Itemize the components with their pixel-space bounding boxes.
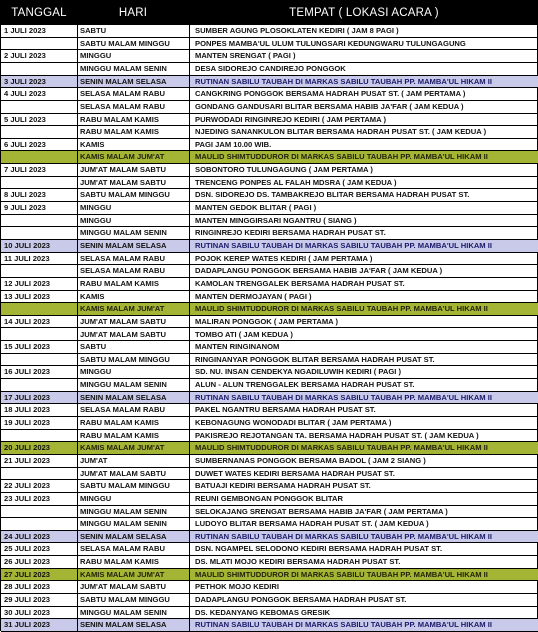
cell-place: LUDOYO BLITAR BERSAMA HADRAH PUSAT ST. ( JAM KEDUA ) (195, 519, 429, 529)
cell-date: 2 JULI 2023 (4, 51, 46, 61)
table-row (1, 417, 538, 430)
table-row (1, 316, 538, 329)
cell-day: KAMIS MALAM JUM'AT (80, 443, 165, 453)
cell-date: 19 JULI 2023 (4, 418, 51, 428)
table-row (1, 329, 538, 342)
cell-day: MINGGU MALAM SENIN (80, 63, 167, 73)
table-row (1, 38, 538, 51)
cell-day: SABTU (80, 342, 107, 352)
cell-place: RUTINAN SABILU TAUBAH DI MARKAS SABILU TAUBAH PP. MAMBA'UL HIKAM II (195, 76, 492, 86)
table-row (1, 303, 538, 316)
cell-place: MALIRAN PONGGOK ( JAM PERTAMA ) (195, 316, 339, 326)
cell-place: MANTEN SRENGAT ( PAGI ) (195, 51, 296, 61)
table-row (1, 607, 538, 620)
header-place: TEMPAT ( LOKASI ACARA ) (289, 7, 439, 19)
cell-day: SENIN MALAM SELASA (80, 76, 167, 86)
cell-date (4, 468, 76, 481)
cell-place: RUTINAN SABILU TAUBAH DI MARKAS SABILU TAUBAH PP. MAMBA'UL HIKAM II (195, 531, 492, 541)
cell-day: SELASA MALAM RABU (80, 405, 165, 415)
cell-date: 18 JULI 2023 (4, 405, 51, 415)
table-row (1, 404, 538, 417)
table-row (1, 76, 538, 89)
cell-date: 31 JULI 2023 (4, 620, 51, 630)
cell-place: SUMBER AGUNG PLOSOKLATEN KEDIRI ( JAM 8 PAGI ) (195, 26, 399, 35)
cell-place: MANTEN MINGGIRSARI NGANTRU ( SIANG ) (195, 215, 357, 225)
cell-day: SABTU MALAM MINGGU (80, 595, 170, 605)
cell-day: MINGGU MALAM SENIN (80, 607, 167, 617)
table-row (1, 341, 538, 354)
table-row (1, 442, 538, 455)
cell-day: SENIN MALAM SELASA (80, 531, 167, 541)
column-divider (77, 25, 78, 632)
cell-date: 24 JULI 2023 (4, 531, 51, 541)
cell-day: KAMIS (80, 291, 105, 301)
cell-place: CANGKRING PONGGOK BERSAMA HADRAH PUSAT ST. ( JAM PERTAMA ) (195, 89, 466, 99)
cell-day: MINGGU (80, 203, 112, 213)
cell-date: 27 JULI 2023 (4, 569, 51, 579)
cell-date: 14 JULI 2023 (4, 316, 51, 326)
cell-date (4, 329, 76, 342)
column-divider (189, 25, 190, 632)
cell-place: TRENCENG PONPES AL FALAH MDSRA ( JAM KEDUA ) (195, 177, 397, 187)
cell-place: PAKEL NGANTRU BERSAMA HADRAH PUSAT ST. (195, 405, 376, 415)
cell-place: SD. NU. INSAN CENDEKYA NGADILUWIH KEDIRI ( PAGI ) (195, 367, 402, 377)
table-row (1, 468, 538, 481)
cell-day: RABU MALAM KAMIS (80, 430, 159, 440)
cell-date: 10 JULI 2023 (4, 240, 51, 250)
cell-place: DESA SIDOREJO CANDIREJO PONGGOK (195, 63, 346, 73)
cell-date: 17 JULI 2023 (4, 392, 51, 402)
cell-date (4, 126, 76, 139)
cell-day: SABTU MALAM MINGGU (80, 190, 170, 200)
cell-place: KAMOLAN TRENGGALEK BERSAMA HADRAH PUSAT ST. (195, 278, 405, 288)
cell-date: 6 JULI 2023 (4, 139, 46, 149)
cell-day: JUM'AT (80, 455, 108, 465)
cell-day: JUM'AT MALAM SABTU (80, 329, 167, 339)
cell-day: SENIN MALAM SELASA (80, 240, 167, 250)
cell-date (4, 151, 76, 164)
table-row (1, 164, 538, 177)
cell-day: MINGGU (80, 493, 112, 503)
cell-day: SENIN MALAM SELASA (80, 392, 167, 402)
cell-date: 26 JULI 2023 (4, 557, 51, 567)
cell-date (4, 430, 76, 443)
table-row (1, 569, 538, 582)
cell-day: SABTU MALAM MINGGU (80, 481, 170, 491)
cell-place: PURWODADI RINGINREJO KEDIRI ( JAM PERTAMA ) (195, 114, 386, 124)
table-row (1, 50, 538, 63)
table-row (1, 531, 538, 544)
table-row (1, 101, 538, 114)
cell-day: SELASA MALAM RABU (80, 544, 165, 554)
cell-place: MAULID SHIMTUDDUROR DI MARKAS SABILU TAUBAH PP. MAMBA'UL HIKAM II (195, 443, 488, 453)
table-row (1, 151, 538, 164)
cell-place: SOBONTORO TULUNGAGUNG ( JAM PERTAMA ) (195, 165, 373, 175)
cell-date (4, 354, 76, 367)
cell-place: POJOK KEREP WATES KEDIRI ( JAM PERTAMA ) (195, 253, 373, 263)
cell-date: 5 JULI 2023 (4, 114, 46, 124)
cell-place: MANTEN DERMOJAYAN ( PAGI ) (195, 291, 312, 301)
cell-date: 11 JULI 2023 (4, 253, 50, 263)
table-row (1, 215, 538, 228)
cell-place: BATUAJI KEDIRI BERSAMA HADRAH PUSAT ST. (195, 481, 371, 491)
cell-place: DADAPLANGU PONGGOK BERSAMA HABIB JA'FAR ( JAM KEDUA ) (195, 266, 443, 276)
cell-day: SELASA MALAM RABU (80, 253, 165, 263)
cell-day: MINGGU MALAM SENIN (80, 380, 167, 390)
table-row (1, 581, 538, 594)
cell-date: 30 JULI 2023 (4, 607, 51, 617)
cell-date: 8 JULI 2023 (4, 190, 46, 200)
cell-day: RABU MALAM KAMIS (80, 127, 159, 137)
cell-date (4, 303, 76, 316)
cell-day: KAMIS (80, 139, 105, 149)
table-header (1, 1, 538, 25)
cell-place: RUTINAN SABILU TAUBAH DI MARKAS SABILU TAUBAH PP. MAMBA'UL HIKAM II (195, 240, 492, 250)
cell-place: REUNI GEMBONGAN PONGGOK BLITAR (195, 493, 343, 503)
table-row (1, 63, 538, 76)
cell-place: DSN. SIDOREJO DS. TAMBAKREJO BLITAR BERSAMA HADRAH PUSAT ST. (195, 190, 470, 200)
table-row (1, 392, 538, 405)
cell-date: 21 JULI 2023 (4, 455, 51, 465)
table-row (1, 202, 538, 215)
cell-date: 13 JULI 2023 (4, 291, 51, 301)
cell-place: RINGINANYAR PONGGOK BLITAR BERSAMA HADRAH PUSAT ST. (195, 354, 435, 364)
header-date: TANGGAL (11, 7, 67, 19)
cell-place: RUTINAN SABILU TAUBAH DI MARKAS SABILU TAUBAH PP. MAMBA'UL HIKAM II (195, 620, 492, 630)
cell-date: 22 JULI 2023 (4, 481, 51, 491)
table-row (1, 480, 538, 493)
cell-place: SELOKAJANG SRENGAT BERSAMA HABIB JA'FAR ( JAM PERTAMA ) (195, 506, 448, 516)
cell-place: MAULID SHIMTUDDUROR DI MARKAS SABILU TAUBAH PP. MAMBA'UL HIKAM II (195, 304, 488, 314)
cell-day: MINGGU (80, 215, 112, 225)
cell-date: 15 JULI 2023 (4, 342, 51, 352)
cell-date (4, 63, 76, 76)
cell-date (4, 101, 76, 114)
cell-day: MINGGU MALAM SENIN (80, 506, 167, 516)
cell-place: MANTEN GEDOK BLITAR ( PAGI ) (195, 203, 317, 213)
table-row (1, 556, 538, 569)
cell-place: DADAPLANGU PONGGOK BERSAMA HADRAH PUSAT ST. (195, 595, 407, 605)
table-row (1, 366, 538, 379)
cell-day: SENIN MALAM SELASA (80, 620, 167, 630)
cell-day: KAMIS MALAM JUM'AT (80, 152, 165, 162)
table-row (1, 543, 538, 556)
cell-day: JUM'AT MALAM SABTU (80, 316, 167, 326)
cell-day: MINGGU MALAM SENIN (80, 228, 167, 238)
cell-place: DS. KEDANYANG KEBOMAS GRESIK (195, 607, 331, 617)
cell-place: RINGINREJO KEDIRI BERSAMA HADRAH PUSAT ST. (195, 228, 386, 238)
cell-date: 4 JULI 2023 (4, 89, 46, 99)
cell-day: JUM'AT MALAM SABTU (80, 165, 167, 175)
cell-day: JUM'AT MALAM SABTU (80, 468, 167, 478)
cell-date: 28 JULI 2023 (4, 582, 51, 592)
cell-date: 25 JULI 2023 (4, 544, 51, 554)
cell-date (4, 177, 76, 190)
table-row (1, 177, 538, 190)
cell-date: 23 JULI 2023 (4, 493, 51, 503)
cell-place: PAKISREJO REJOTANGAN TA. BERSAMA HADRAH PUSAT ST. ( JAM KEDUA ) (195, 430, 479, 440)
cell-day: KAMIS MALAM JUM'AT (80, 569, 165, 579)
cell-place: SUMBERNANAS PONGGOK BERSAMA BADOL ( JAM 2 SIANG ) (195, 455, 426, 465)
cell-place: MAULID SHIMTUDDUROR DI MARKAS SABILU TAUBAH PP. MAMBA'UL HIKAM II (195, 152, 488, 162)
table-row (1, 265, 538, 278)
cell-place: MANTEN RINGINANOM (195, 342, 280, 352)
cell-place: DSN. NGAMPEL SELODONO KEDIRI BERSAMA HADRAH PUSAT ST. (195, 544, 443, 554)
table-row (1, 139, 538, 152)
cell-day: RABU MALAM KAMIS (80, 557, 159, 567)
cell-place: MAULID SHIMTUDDUROR DI MARKAS SABILU TAUBAH PP. MAMBA'UL HIKAM II (195, 569, 488, 579)
cell-date: 20 JULI 2023 (4, 443, 51, 453)
table-row (1, 493, 538, 506)
table-row (1, 114, 538, 127)
cell-date: 7 JULI 2023 (4, 165, 46, 175)
table-row (1, 291, 538, 304)
table-row (1, 253, 538, 266)
cell-day: SELASA MALAM RABU (80, 266, 165, 276)
table-row (1, 189, 538, 202)
cell-date: 3 JULI 2023 (4, 76, 46, 86)
cell-date (4, 379, 76, 392)
cell-place: TOMBO ATI ( JAM KEDUA ) (195, 329, 293, 339)
cell-date: 29 JULI 2023 (4, 595, 51, 605)
cell-place: DUWET WATES KEDIRI BERSAMA HADRAH PUSAT ST. (195, 468, 395, 478)
cell-date (4, 506, 76, 519)
cell-date (4, 227, 76, 240)
cell-place: PONPES MAMBA'UL ULUM TULUNGSARI KEDUNGWARU TULUNGAGUNG (195, 38, 466, 48)
table-row (1, 25, 538, 38)
cell-place: KEBONAGUNG WONODADI BLITAR ( JAM PERTAMA ) (195, 418, 392, 428)
cell-day: SELASA MALAM RABU (80, 89, 165, 99)
cell-day: MINGGU (80, 367, 112, 377)
table-row (1, 278, 538, 291)
table-row (1, 354, 538, 367)
cell-day: RABU MALAM KAMIS (80, 278, 159, 288)
cell-place: PAGI JAM 10.00 WIB. (195, 139, 272, 149)
table-row (1, 430, 538, 443)
table-row (1, 126, 538, 139)
cell-day: SABTU MALAM MINGGU (80, 38, 170, 48)
header-day: HARI (118, 7, 148, 19)
cell-day: MINGGU (80, 51, 112, 61)
cell-place: NJEDING SANANKULON BLITAR BERSAMA HADRAH PUSAT ST. ( JAM KEDUA ) (195, 127, 487, 137)
cell-place: GONDANG GANDUSARI BLITAR BERSAMA HABIB JA'FAR ( JAM KEDUA ) (195, 101, 464, 111)
table-row (1, 506, 538, 519)
table-row (1, 379, 538, 392)
table-row (1, 88, 538, 101)
cell-date: 1 JULI 2023 (4, 26, 46, 35)
cell-day: JUM'AT MALAM SABTU (80, 177, 167, 187)
table-row (1, 240, 538, 253)
cell-date (4, 518, 76, 531)
table-row (1, 518, 538, 531)
cell-day: RABU MALAM KAMIS (80, 114, 159, 124)
cell-day: SABTU (80, 26, 107, 35)
cell-place: DS. MLATI MOJO KEDIRI BERSAMA HADRAH PUSAT ST. (195, 557, 401, 567)
cell-date: 9 JULI 2023 (4, 203, 46, 213)
cell-date (4, 265, 76, 278)
cell-date (4, 38, 76, 51)
table-row (1, 619, 538, 632)
cell-place: PETHOK MOJO KEDIRI (195, 582, 279, 592)
cell-day: SABTU MALAM MINGGU (80, 354, 170, 364)
table-row (1, 227, 538, 240)
cell-day: RABU MALAM KAMIS (80, 418, 159, 428)
cell-date: 16 JULI 2023 (4, 367, 51, 377)
cell-day: SELASA MALAM RABU (80, 101, 165, 111)
cell-date (4, 215, 76, 228)
cell-day: JUM'AT MALAM SABTU (80, 582, 167, 592)
cell-place: ALUN - ALUN TRENGGALEK BERSAMA HADRAH PUSAT ST. (195, 380, 415, 390)
cell-date: 12 JULI 2023 (4, 278, 51, 288)
table-row (1, 594, 538, 607)
cell-day: MINGGU MALAM SENIN (80, 519, 167, 529)
table-row (1, 455, 538, 468)
cell-place: RUTINAN SABILU TAUBAH DI MARKAS SABILU TAUBAH PP. MAMBA'UL HIKAM II (195, 392, 492, 402)
cell-day: KAMIS MALAM JUM'AT (80, 304, 165, 314)
